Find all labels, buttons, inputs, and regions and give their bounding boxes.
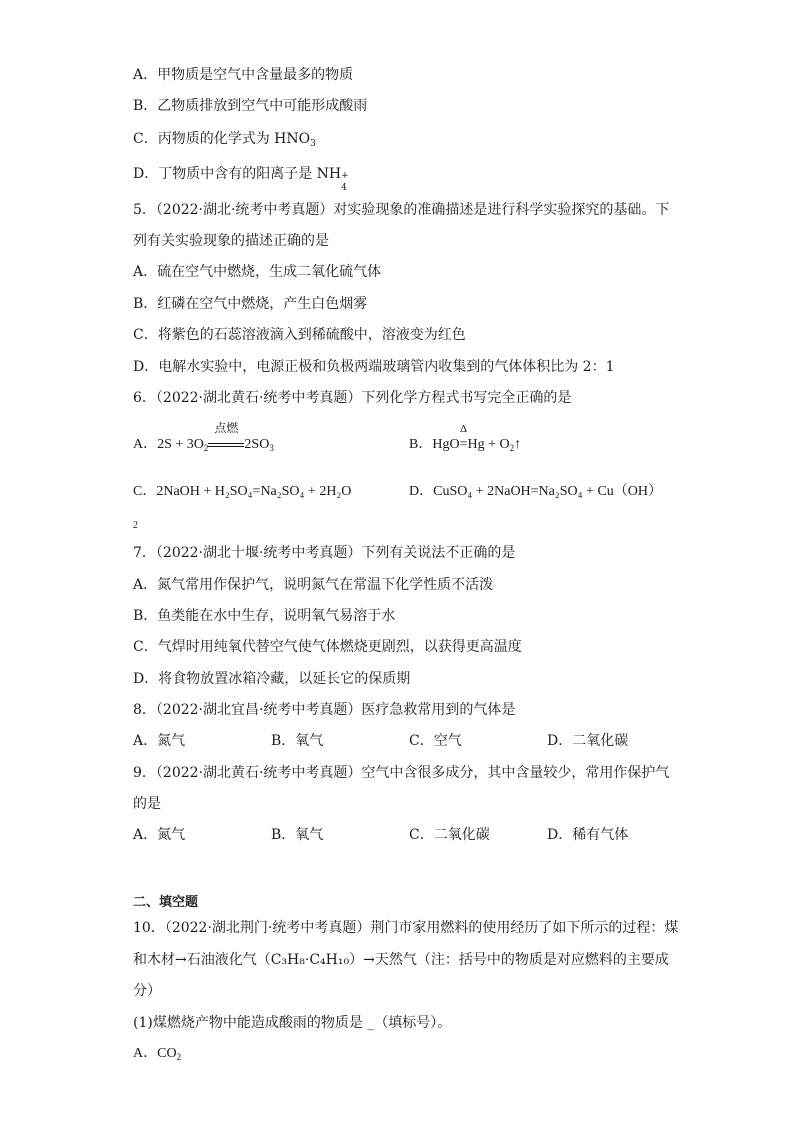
q6-option-d-wrap: 2 — [133, 520, 138, 531]
q6-option-b — [409, 423, 522, 455]
q10-stem-line2: 和木材→石油液化气（C₃H₈·C₄H₁₀）→天然气（注：括号中的物质是对应燃料的主要成 — [133, 952, 669, 968]
q6-option-b-right-sub: 2 — [509, 443, 515, 453]
q6-option-c: C．2NaOH + H₂SO₄=Na₂SO₄ + 2H₂O — [133, 484, 352, 499]
q4-option-a: A．甲物质是空气中含量最多的物质 — [133, 67, 354, 83]
q7-option-b: B．鱼类能在水中生存，说明氧气易溶于水 — [133, 608, 396, 624]
q7-option-c: C．气焊时用纯氧代替空气使气体燃烧更剧烈，以获得更高温度 — [133, 639, 522, 655]
q10-stem-line3: 分） — [133, 983, 161, 999]
q8-option-d: D．二氧化碳 — [547, 733, 629, 749]
q9-stem-line2: 的是 — [133, 796, 161, 812]
q4-option-c-subscript: 3 — [310, 139, 316, 149]
q6-option-a — [133, 421, 274, 455]
q4-option-b: B．乙物质排放到空气中可能形成酸雨 — [133, 98, 368, 114]
q4-option-d: D．丁物质中含有的阳离子是 NH + 4 — [133, 166, 349, 193]
q8-stem: 8．（2022·湖北宜昌·统考中考真题）医疗急救常用到的气体是 — [133, 702, 516, 718]
q6-option-b-right: Hg + O — [467, 437, 510, 452]
q6-option-b-label: B． — [409, 437, 433, 452]
q6-option-b-arrow: ↑ — [514, 437, 522, 452]
q6-stem: 6．（2022·湖北黄石·统考中考真题）下列化学方程式书写完全正确的是 — [133, 390, 572, 406]
q10-option-a — [133, 1044, 181, 1064]
q6-option-b-left: HgO — [432, 437, 460, 452]
q9-option-b: B．氧气 — [271, 827, 324, 843]
q4-option-c — [133, 129, 316, 149]
q7-stem: 7．（2022·湖北十堰·统考中考真题）下列有关说法不正确的是 — [133, 545, 516, 561]
q10-stem-line1: 10．（2022·湖北荆门·统考中考真题）荆门市家用燃料的使用经历了如下所示的过程：煤 — [133, 920, 679, 936]
q6-option-a-reaction-arrow — [208, 421, 244, 455]
q5-option-c: C．将紫色的石蕊溶液滴入到稀硫酸中，溶液变为红色 — [133, 327, 466, 343]
q9-option-d: D．稀有气体 — [547, 827, 629, 843]
q5-stem-line2: 列有关实验现象的描述正确的是 — [133, 233, 329, 249]
q10-option-a-text: A．CO — [133, 1046, 177, 1061]
q6-option-a-label: A． — [133, 437, 158, 452]
q6-option-d: D．CuSO₄ + 2NaOH=Na₂SO₄ + Cu（OH） — [409, 484, 662, 499]
q5-option-d: D．电解水实验中，电源正极和负极两端玻璃管内收集到的气体体积比为 2：1 — [133, 359, 615, 375]
q6-option-a-left-sub: 2 — [203, 443, 209, 453]
q6-option-a-condition: 点燃 — [214, 421, 239, 435]
q5-stem-line1: 5．（2022·湖北·统考中考真题）对实验现象的准确描述是进行科学实验探究的基础。下 — [133, 202, 670, 218]
q8-option-c: C．空气 — [409, 733, 462, 749]
q8-option-a: A．氮气 — [133, 733, 186, 749]
q6-option-a-right: 2SO — [244, 437, 270, 452]
q6-option-a-right-sub: 3 — [269, 443, 274, 453]
section-title-fill-in: 二、填空题 — [133, 895, 199, 910]
q8-option-b: B．氧气 — [271, 733, 324, 749]
q6-option-b-condition: Δ — [459, 423, 468, 435]
q4-option-d-text: D．丁物质中含有的阳离子是 NH — [133, 166, 342, 182]
q10-option-a-subscript: 2 — [176, 1052, 182, 1062]
q5-option-b: B．红磷在空气中燃烧，产生白色烟雾 — [133, 296, 368, 312]
q5-option-a: A．硫在空气中燃烧，生成二氧化硫气体 — [133, 264, 382, 280]
q7-option-a: A．氮气常用作保护气，说明氮气在常温下化学性质不活泼 — [133, 577, 494, 593]
q9-option-c: C．二氧化碳 — [409, 827, 490, 843]
q9-option-a: A．氮气 — [133, 827, 186, 843]
q6-option-b-reaction-sign: Δ = — [459, 423, 468, 452]
q6-option-a-left: 2S + 3O — [157, 437, 204, 452]
q10-subquestion-1: (1)煤燃烧产物中能造成酸雨的物质是 _（填标号）。 — [133, 1015, 452, 1031]
q4-option-c-text: C．丙物质的化学式为 HNO — [133, 131, 311, 147]
q9-stem-line1: 9．（2022·湖北黄石·统考中考真题）空气中含很多成分，其中含量较少，常用作保护气 — [133, 765, 670, 781]
q7-option-d: D．将食物放置冰箱冷藏，以延长它的保质期 — [133, 671, 411, 687]
